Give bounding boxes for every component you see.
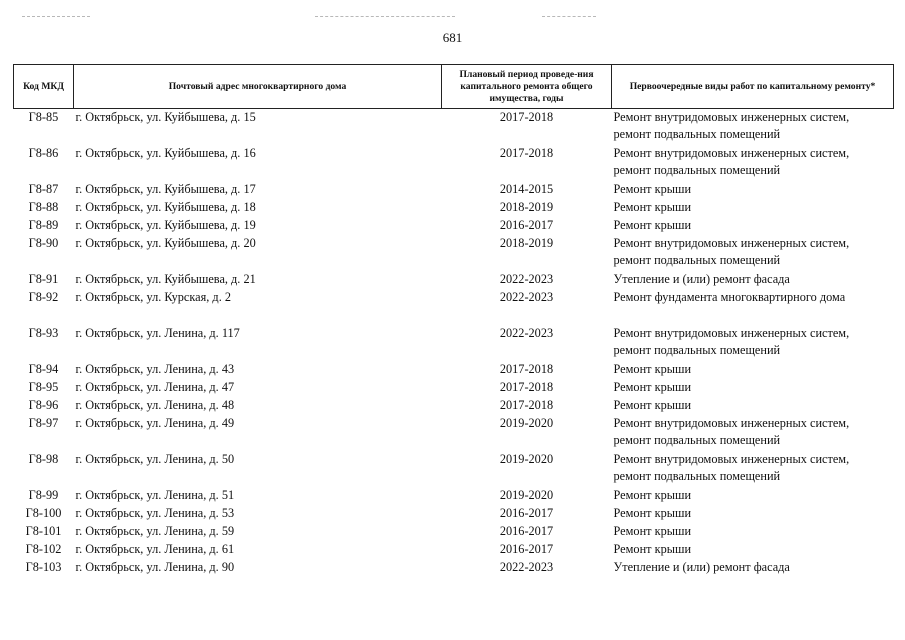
table-row [14, 181, 894, 199]
row-address: г. Октябрьск, ул. Ленина, д. 47 [75, 380, 235, 394]
table-row [14, 541, 894, 559]
row-period: 2017-2018 [499, 380, 554, 394]
row-works [612, 397, 894, 415]
work-line: Ремонт внутридомовых инженерных систем, [613, 326, 850, 340]
row-address: г. Октябрьск, ул. Ленина, д. 59 [75, 524, 235, 538]
repair-schedule-table [13, 64, 894, 577]
row-address: г. Октябрьск, ул. Куйбышева, д. 16 [75, 146, 256, 160]
row-address: г. Октябрьск, ул. Ленина, д. 50 [75, 452, 235, 466]
top-rule-center [315, 16, 455, 17]
row-period: 2016-2017 [499, 506, 554, 520]
row-code: Г8-97 [28, 416, 59, 430]
row-works [612, 505, 894, 523]
work-line: ремонт подвальных помещений [613, 253, 781, 267]
row-period: 2019-2020 [499, 416, 554, 430]
row-code: Г8-98 [28, 452, 59, 466]
work-line: Утепление и (или) ремонт фасада [613, 272, 790, 286]
row-period: 2019-2020 [499, 488, 554, 502]
row-period: 2022-2023 [499, 560, 554, 574]
row-address: г. Октябрьск, ул. Куйбышева, д. 19 [75, 218, 256, 232]
work-line: Ремонт крыши [613, 488, 692, 502]
row-code: Г8-101 [25, 524, 62, 538]
table-row [14, 397, 894, 415]
row-address: г. Октябрьск, ул. Курская, д. 2 [75, 290, 231, 304]
work-line: Ремонт внутридомовых инженерных систем, [613, 110, 850, 124]
work-line: Ремонт фундамента многоквартирного дома [613, 290, 846, 304]
row-works [612, 541, 894, 559]
row-works [612, 361, 894, 379]
row-works [612, 415, 894, 451]
row-address: г. Октябрьск, ул. Куйбышева, д. 18 [75, 200, 256, 214]
row-code: Г8-86 [28, 146, 59, 160]
row-period: 2018-2019 [499, 200, 554, 214]
row-period: 2017-2018 [499, 146, 554, 160]
work-line: Ремонт внутридомовых инженерных систем, [613, 146, 850, 160]
row-works [612, 325, 894, 361]
row-code: Г8-92 [28, 290, 59, 304]
row-address: г. Октябрьск, ул. Ленина, д. 49 [75, 416, 235, 430]
row-period: 2017-2018 [499, 398, 554, 412]
row-address: г. Октябрьск, ул. Куйбышева, д. 17 [75, 182, 256, 196]
work-line: Ремонт крыши [613, 218, 692, 232]
table-header [14, 65, 894, 109]
row-code: Г8-94 [28, 362, 59, 376]
row-period: 2014-2015 [499, 182, 554, 196]
row-address: г. Октябрьск, ул. Ленина, д. 51 [75, 488, 235, 502]
row-works [612, 379, 894, 397]
work-line: Ремонт внутридомовых инженерных систем, [613, 452, 850, 466]
work-line: ремонт подвальных помещений [613, 469, 781, 483]
header-period: Плановый период проведе-ния капитального ремонта общего имущества, годы [442, 65, 612, 109]
row-period: 2022-2023 [499, 326, 554, 340]
row-code: Г8-100 [25, 506, 62, 520]
row-code: Г8-87 [28, 182, 59, 196]
row-period: 2016-2017 [499, 542, 554, 556]
work-line: ремонт подвальных помещений [613, 163, 781, 177]
row-address: г. Октябрьск, ул. Ленина, д. 53 [75, 506, 235, 520]
table-row [14, 523, 894, 541]
work-line: Ремонт крыши [613, 380, 692, 394]
work-line: Ремонт крыши [613, 362, 692, 376]
header-works: Первоочередные виды работ по капитальному ремонту* [612, 65, 894, 109]
table-row [14, 451, 894, 487]
row-works [612, 181, 894, 199]
work-line: Ремонт крыши [613, 398, 692, 412]
table-row [14, 487, 894, 505]
row-period: 2022-2023 [499, 290, 554, 304]
row-period: 2018-2019 [499, 236, 554, 250]
table-row [14, 199, 894, 217]
row-code: Г8-103 [25, 560, 62, 574]
row-address: г. Октябрьск, ул. Куйбышева, д. 15 [75, 110, 256, 124]
row-period: 2016-2017 [499, 524, 554, 538]
row-address: г. Октябрьск, ул. Ленина, д. 48 [75, 398, 235, 412]
table-row [14, 415, 894, 451]
row-address: г. Октябрьск, ул. Ленина, д. 90 [75, 560, 235, 574]
row-period: 2017-2018 [499, 110, 554, 124]
row-period: 2016-2017 [499, 218, 554, 232]
work-line: Ремонт крыши [613, 200, 692, 214]
table-row [14, 271, 894, 289]
row-period: 2017-2018 [499, 362, 554, 376]
row-code: Г8-95 [28, 380, 59, 394]
table-row [14, 559, 894, 577]
table-row [14, 109, 894, 146]
row-code: Г8-90 [28, 236, 59, 250]
page-number: 681 [442, 30, 463, 45]
table-body [14, 109, 894, 578]
row-code: Г8-88 [28, 200, 59, 214]
row-works [612, 217, 894, 235]
header-code: Код МКД [14, 65, 74, 109]
table-row [14, 361, 894, 379]
row-address: г. Октябрьск, ул. Ленина, д. 43 [75, 362, 235, 376]
row-address: г. Октябрьск, ул. Ленина, д. 61 [75, 542, 235, 556]
row-works [612, 145, 894, 181]
top-rule-left [22, 16, 90, 17]
row-works [612, 289, 894, 325]
row-works [612, 451, 894, 487]
row-works [612, 523, 894, 541]
table-row [14, 325, 894, 361]
work-line: Ремонт крыши [613, 182, 692, 196]
work-line: Ремонт крыши [613, 524, 692, 538]
row-code: Г8-91 [28, 272, 59, 286]
row-address: г. Октябрьск, ул. Куйбышева, д. 20 [75, 236, 256, 250]
header-row [14, 65, 894, 109]
row-works [612, 487, 894, 505]
row-works [612, 199, 894, 217]
row-code: Г8-102 [25, 542, 62, 556]
work-line: Ремонт крыши [613, 542, 692, 556]
work-line: Ремонт внутридомовых инженерных систем, [613, 416, 850, 430]
table-row [14, 145, 894, 181]
work-line: Утепление и (или) ремонт фасада [613, 560, 790, 574]
row-works [612, 271, 894, 289]
row-code: Г8-85 [28, 110, 59, 124]
row-works [612, 109, 894, 146]
row-address: г. Октябрьск, ул. Куйбышева, д. 21 [75, 272, 256, 286]
work-line: ремонт подвальных помещений [613, 127, 781, 141]
work-line: Ремонт крыши [613, 506, 692, 520]
table-row [14, 505, 894, 523]
row-works [612, 559, 894, 577]
top-rule-right [542, 16, 596, 17]
row-address: г. Октябрьск, ул. Ленина, д. 117 [75, 326, 240, 340]
header-address: Почтовый адрес многоквартирного дома [74, 65, 442, 109]
table-row [14, 289, 894, 325]
row-code: Г8-96 [28, 398, 59, 412]
row-period: 2022-2023 [499, 272, 554, 286]
work-line: ремонт подвальных помещений [613, 433, 781, 447]
work-line: Ремонт внутридомовых инженерных систем, [613, 236, 850, 250]
row-code: Г8-89 [28, 218, 59, 232]
table-row [14, 235, 894, 271]
row-code: Г8-93 [28, 326, 59, 340]
row-period: 2019-2020 [499, 452, 554, 466]
row-works [612, 235, 894, 271]
table-row [14, 217, 894, 235]
work-line: ремонт подвальных помещений [613, 343, 781, 357]
row-code: Г8-99 [28, 488, 59, 502]
table-row [14, 379, 894, 397]
